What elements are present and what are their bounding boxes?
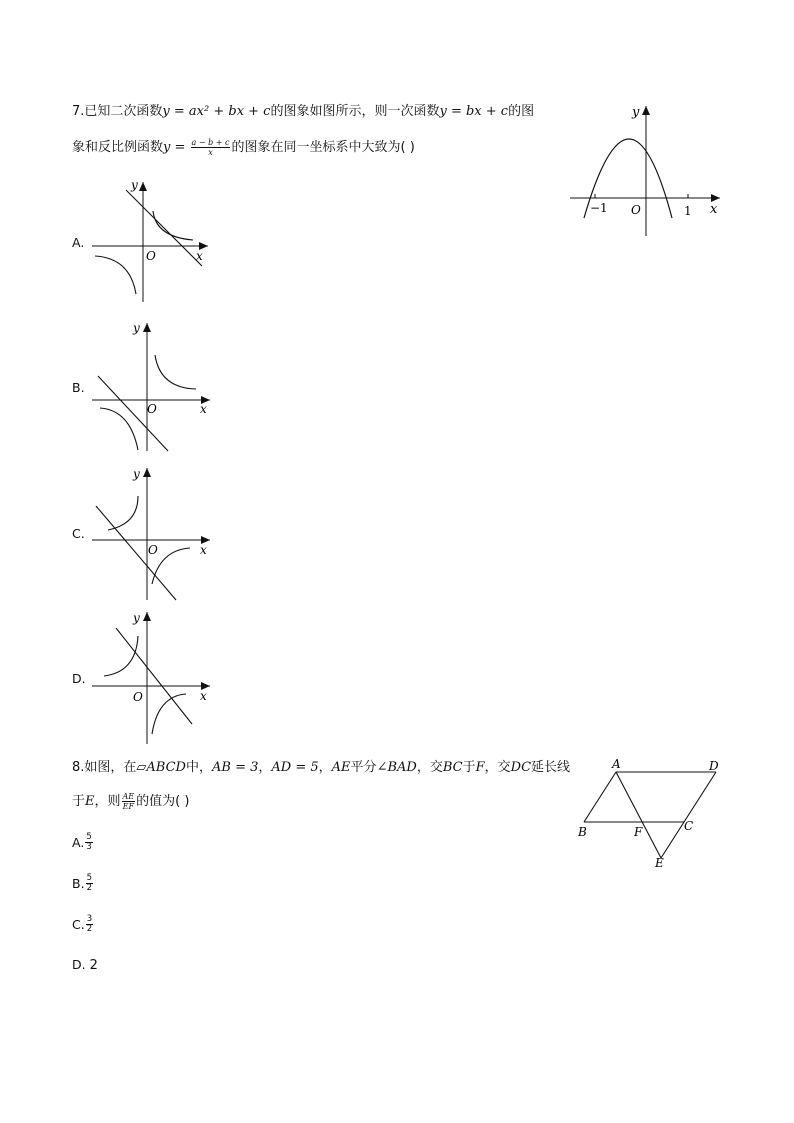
option-a-hyperbola-q1: [153, 211, 193, 240]
option-c-x-label: x: [200, 543, 207, 557]
label-d: D: [709, 759, 719, 773]
q7-option-a-graph[interactable]: [90, 176, 220, 306]
q7-option-c-graph[interactable]: [90, 462, 220, 602]
q8-text-g: 延长线: [531, 760, 571, 775]
q8-option-c-denominator: 2: [86, 924, 93, 934]
option-b-hyperbola-q1: [155, 355, 196, 389]
parabola-origin-label: O: [631, 203, 641, 217]
option-b-origin-label: O: [147, 402, 157, 416]
q7-line2: [72, 138, 415, 158]
q7-quadratic-expr: y = ax² + bx + c: [162, 104, 271, 119]
option-a-origin-label: O: [146, 249, 156, 263]
q8-parallelogram-symbol: ▱: [136, 760, 147, 775]
q7-text-e: 的图象在同一坐标系中大致为( ): [231, 140, 415, 155]
q8-text-d: ，交: [416, 760, 443, 775]
q8-comma-2: ，: [318, 760, 332, 775]
q8-dc-name: DC: [510, 760, 532, 775]
q8-option-b-denominator: 2: [86, 883, 92, 893]
q8-line1: [72, 758, 570, 778]
q8-bc-name: BC: [442, 760, 463, 775]
option-d-hyperbola-q2: [104, 636, 138, 676]
option-b-y-arrow: [143, 323, 151, 332]
q8-ae-name: AE: [331, 760, 351, 775]
q7-linear-expr: y = bx + c: [439, 104, 509, 119]
q8-text-c: 平分: [350, 760, 377, 775]
q8-comma-1: ，: [258, 760, 272, 775]
segment-dc-extended: [661, 772, 716, 858]
parabola-x-arrow: [711, 194, 720, 202]
q7-option-b-label[interactable]: B.: [72, 380, 85, 395]
q8-ratio-fraction: [122, 792, 136, 811]
label-a: A: [612, 757, 621, 771]
q7-option-c-label[interactable]: C.: [72, 526, 85, 541]
q7-option-d-graph[interactable]: [90, 606, 220, 746]
q7-parabola-figure: [560, 100, 730, 240]
q8-text-e: 于: [462, 760, 476, 775]
q8-f-name: F: [475, 760, 485, 775]
q8-option-a-fraction: [85, 833, 92, 852]
q8-ratio-numerator: AE: [122, 792, 135, 801]
segment-ab: [584, 772, 616, 822]
option-d-y-label: y: [133, 611, 140, 625]
q7-line1: [72, 102, 534, 122]
option-c-y-arrow: [143, 468, 151, 477]
option-a-hyperbola-q3: [95, 256, 136, 294]
q7-recip-denominator: x: [208, 148, 213, 157]
q8-option-a[interactable]: [72, 833, 94, 852]
option-b-line: [98, 376, 168, 451]
option-c-origin-label: O: [148, 543, 158, 557]
q7-recip-numerator: a − b + c: [191, 138, 230, 147]
q8-ab-expr: AB = 3: [212, 760, 259, 775]
option-b-y-label: y: [133, 321, 140, 335]
label-e: E: [655, 856, 664, 870]
q8-text-b: 中，: [185, 760, 212, 775]
q7-text-a: 已知二次函数: [84, 104, 163, 119]
q7-text-b: 的图象如图所示，则一次函数: [270, 104, 440, 119]
q7-recip-fraction: [191, 138, 231, 157]
parabola-x-label: x: [710, 202, 718, 217]
option-c-line: [96, 506, 176, 600]
q8-text-i: ，则: [94, 794, 121, 809]
q8-option-b-numerator: 5: [86, 873, 92, 883]
q8-text-a: 如图，在: [84, 760, 137, 775]
q7-recip-lhs: y =: [163, 140, 186, 155]
q7-option-b-graph[interactable]: [90, 318, 220, 453]
q8-angle-expr: ∠BAD: [376, 760, 417, 775]
q8-option-a-denominator: 3: [86, 842, 92, 852]
q8-text-f: ，交: [484, 760, 511, 775]
q8-option-d-value: 2: [89, 958, 98, 973]
label-b: B: [578, 825, 587, 839]
q8-e-name: E: [85, 794, 95, 809]
q7-number: 7.: [72, 104, 85, 119]
q7-option-a-label[interactable]: A.: [72, 235, 85, 250]
q8-text-j: 的值为( ): [136, 794, 190, 809]
parabola-one-label: 1: [684, 204, 692, 218]
q8-option-a-label: A.: [72, 835, 85, 850]
q8-ratio-denominator: EF: [122, 802, 135, 811]
label-f: F: [634, 825, 643, 839]
option-c-y-label: y: [133, 467, 140, 481]
q8-option-d[interactable]: [72, 957, 98, 973]
option-d-line: [116, 628, 192, 724]
q8-number: 8.: [72, 760, 85, 775]
option-b-hyperbola-q3: [100, 408, 138, 450]
q8-line2: [72, 792, 189, 812]
q8-parallelogram-figure: [572, 754, 732, 874]
q8-option-c[interactable]: [72, 915, 94, 934]
option-a-x-label: x: [196, 249, 203, 263]
option-d-origin-label: O: [133, 690, 143, 704]
q8-option-c-numerator: 3: [86, 914, 93, 924]
q7-option-d-label[interactable]: D.: [72, 671, 86, 686]
q8-text-h: 于: [72, 794, 86, 809]
option-a-line: [126, 190, 202, 266]
option-a-y-label: y: [131, 178, 138, 192]
q8-option-b[interactable]: [72, 874, 94, 893]
parabola-y-arrow: [642, 106, 650, 115]
q8-option-c-fraction: [86, 915, 93, 934]
q8-parallelogram-name: ABCD: [146, 760, 186, 775]
segment-ae: [616, 772, 661, 858]
q8-ad-expr: AD = 5: [271, 760, 319, 775]
parabola-y-label: y: [632, 105, 640, 120]
option-d-x-label: x: [200, 689, 207, 703]
option-b-x-label: x: [200, 402, 207, 416]
q7-text-d: 象和反比例函数: [72, 140, 164, 155]
q7-text-c: 的图: [508, 104, 535, 119]
q8-option-a-numerator: 5: [86, 832, 92, 842]
option-d-hyperbola-q4: [152, 694, 186, 734]
q8-option-b-fraction: [86, 874, 93, 893]
option-d-y-arrow: [143, 612, 151, 621]
label-c: C: [684, 819, 694, 833]
q8-option-c-label: C.: [72, 917, 85, 932]
q8-option-b-label: B.: [72, 876, 85, 891]
option-a-y-arrow: [139, 182, 147, 191]
parabola-neg-one-label: −1: [590, 201, 608, 215]
q8-option-d-label: D.: [72, 957, 86, 972]
